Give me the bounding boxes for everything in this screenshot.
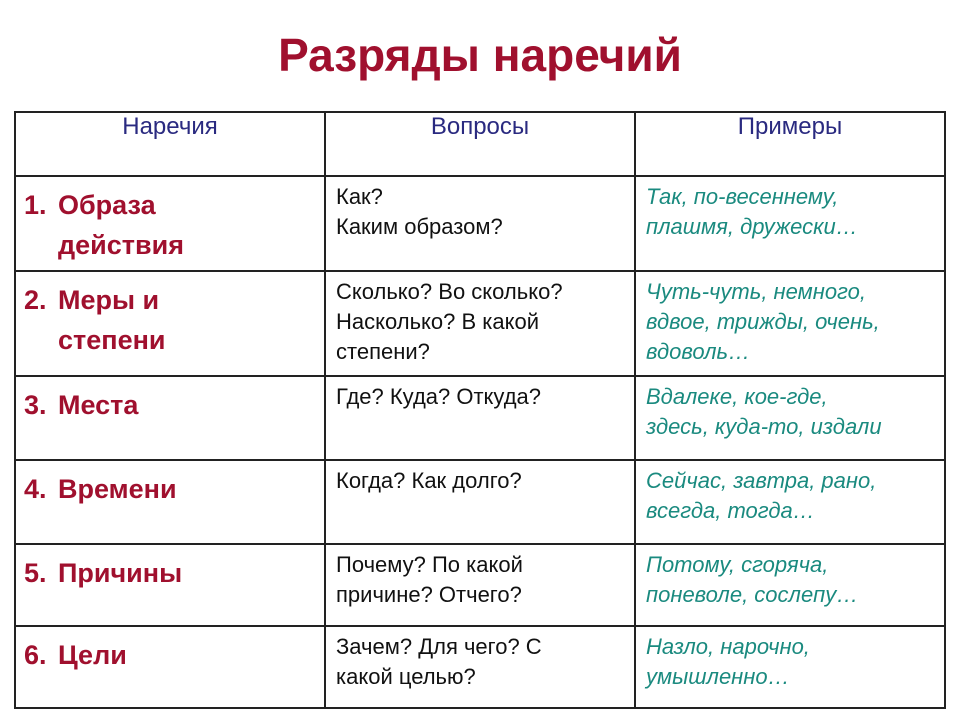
category-cell — [15, 460, 325, 544]
example-line: Так, по-весеннему, — [646, 184, 839, 209]
category-number: 2. — [24, 285, 47, 315]
questions-cell — [325, 271, 635, 376]
category-name: Причины — [58, 558, 183, 588]
question-line: Когда? Как долго? — [336, 468, 522, 493]
question-line: Сколько? Во сколько? — [336, 279, 563, 304]
table-row — [15, 176, 945, 271]
category-name: Меры и — [58, 285, 160, 315]
example-line: умышленно… — [646, 664, 790, 689]
table-row — [15, 544, 945, 626]
example-line: вдоволь… — [646, 339, 751, 364]
category-cell — [15, 176, 325, 271]
category-number: 5. — [24, 558, 47, 588]
example-line: всегда, тогда… — [646, 498, 815, 523]
examples-cell — [635, 544, 945, 626]
category-name-line2: степени — [58, 325, 166, 355]
category-name: Места — [58, 390, 139, 420]
questions-cell — [325, 544, 635, 626]
examples-cell — [635, 626, 945, 708]
table-row — [15, 626, 945, 708]
question-line: степени? — [336, 339, 430, 364]
table-header-row — [15, 112, 945, 176]
question-line: Зачем? Для чего? С — [336, 634, 542, 659]
questions-cell — [325, 376, 635, 460]
example-line: здесь, куда-то, издали — [646, 414, 882, 439]
category-name: Образа — [58, 190, 156, 220]
category-cell — [15, 271, 325, 376]
question-line: какой целью? — [336, 664, 476, 689]
example-line: Вдалеке, кое-где, — [646, 384, 828, 409]
examples-cell — [635, 376, 945, 460]
question-line: Как? — [336, 184, 383, 209]
example-line: вдвое, трижды, очень, — [646, 309, 880, 334]
category-number: 1. — [24, 190, 47, 220]
examples-cell — [635, 460, 945, 544]
question-line: причине? Отчего? — [336, 582, 522, 607]
questions-cell — [325, 626, 635, 708]
questions-cell — [325, 176, 635, 271]
category-number: 6. — [24, 640, 47, 670]
header-examples: Примеры — [635, 112, 945, 176]
category-cell — [15, 544, 325, 626]
question-line: Почему? По какой — [336, 552, 523, 577]
header-questions: Вопросы — [325, 112, 635, 176]
header-adverbs: Наречия — [15, 112, 325, 176]
example-line: Чуть-чуть, немного, — [646, 279, 867, 304]
category-name: Цели — [58, 640, 127, 670]
table-row — [15, 460, 945, 544]
question-line: Насколько? В какой — [336, 309, 540, 334]
question-line: Где? Куда? Откуда? — [336, 384, 542, 409]
category-number: 3. — [24, 390, 47, 420]
category-cell — [15, 626, 325, 708]
example-line: Сейчас, завтра, рано, — [646, 468, 877, 493]
table-row — [15, 271, 945, 376]
category-name-line2: действия — [58, 230, 184, 260]
example-line: плашмя, дружески… — [646, 214, 858, 239]
questions-cell — [325, 460, 635, 544]
question-line: Каким образом? — [336, 214, 503, 239]
example-line: поневоле, сослепу… — [646, 582, 859, 607]
adverb-categories-table — [14, 111, 946, 709]
page-title: Разряды наречий — [278, 29, 682, 81]
examples-cell — [635, 271, 945, 376]
category-name: Времени — [58, 474, 177, 504]
category-cell — [15, 376, 325, 460]
example-line: Назло, нарочно, — [646, 634, 810, 659]
example-line: Потому, сгоряча, — [646, 552, 829, 577]
examples-cell — [635, 176, 945, 271]
table-row — [15, 376, 945, 460]
category-number: 4. — [24, 474, 47, 504]
